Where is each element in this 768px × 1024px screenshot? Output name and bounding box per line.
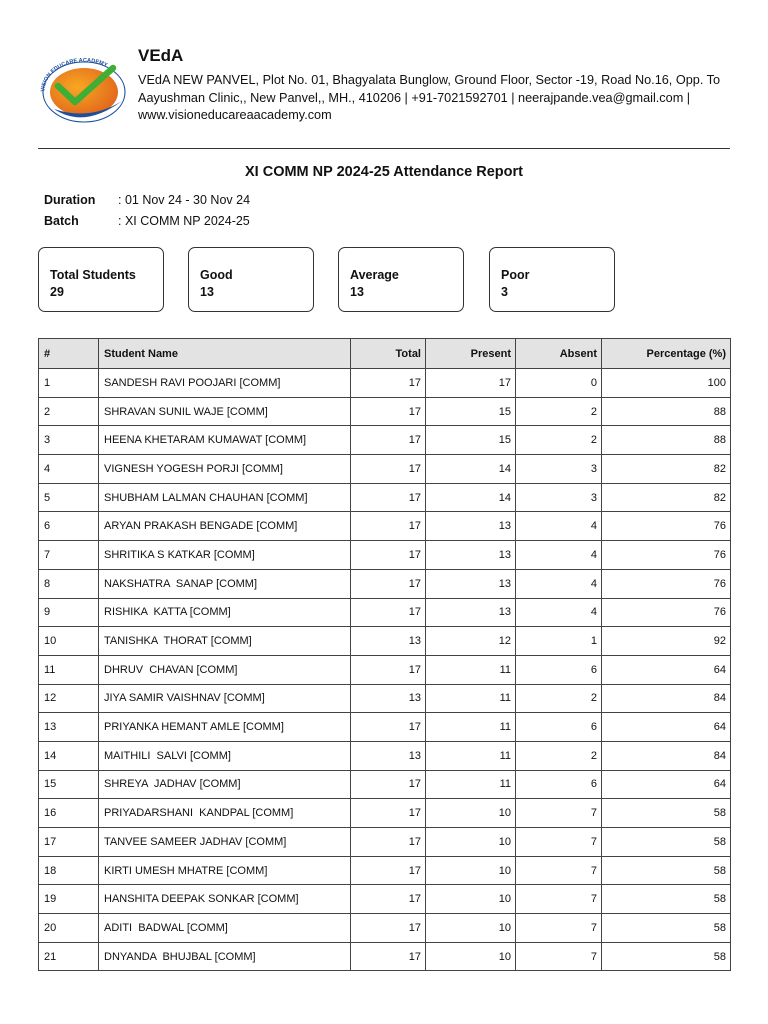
cell-present: 13 (426, 541, 516, 570)
attendance-table (38, 338, 731, 971)
cell-present: 12 (426, 627, 516, 656)
org-name: VEdA (138, 46, 184, 65)
cell-present: 10 (426, 914, 516, 943)
cell-present: 13 (426, 569, 516, 598)
cell-present: 11 (426, 741, 516, 770)
cell-present: 13 (426, 598, 516, 627)
cell-percentage: 76 (602, 512, 731, 541)
col-header-present: Present (426, 339, 516, 369)
cell-student-name: TANVEE SAMEER JADHAV [COMM] (99, 828, 351, 857)
table-header (39, 339, 731, 369)
cell-absent: 6 (516, 770, 602, 799)
cell-percentage: 64 (602, 770, 731, 799)
cell-index: 1 (39, 369, 99, 398)
cell-present: 15 (426, 426, 516, 455)
table-row (39, 569, 731, 598)
cell-percentage: 84 (602, 741, 731, 770)
cell-percentage: 64 (602, 713, 731, 742)
cell-student-name: DNYANDA BHUJBAL [COMM] (99, 942, 351, 971)
cell-percentage: 100 (602, 369, 731, 398)
cell-student-name: HANSHITA DEEPAK SONKAR [COMM] (99, 885, 351, 914)
cell-percentage: 84 (602, 684, 731, 713)
cell-present: 11 (426, 655, 516, 684)
cell-student-name: DHRUV CHAVAN [COMM] (99, 655, 351, 684)
col-header-index: # (39, 339, 99, 369)
cell-total: 17 (351, 655, 426, 684)
header-divider (38, 148, 730, 149)
cell-index: 7 (39, 541, 99, 570)
cell-percentage: 76 (602, 541, 731, 570)
cell-percentage: 88 (602, 397, 731, 426)
cell-absent: 2 (516, 426, 602, 455)
cell-percentage: 76 (602, 598, 731, 627)
cell-present: 10 (426, 942, 516, 971)
cell-absent: 4 (516, 598, 602, 627)
table-row (39, 455, 731, 484)
cell-absent: 7 (516, 856, 602, 885)
cell-percentage: 88 (602, 426, 731, 455)
table-row (39, 369, 731, 398)
cell-present: 11 (426, 770, 516, 799)
table-row (39, 483, 731, 512)
cell-absent: 3 (516, 483, 602, 512)
cell-student-name: ADITI BADWAL [COMM] (99, 914, 351, 943)
summary-label: Good (200, 268, 233, 282)
table-row (39, 541, 731, 570)
cell-index: 16 (39, 799, 99, 828)
cell-index: 3 (39, 426, 99, 455)
cell-present: 13 (426, 512, 516, 541)
address-line: Aayushman Clinic,, New Panvel,, MH., 410206 | +91-7021592701 | neerajpande.vea@gmail.com | (138, 90, 691, 105)
cell-index: 5 (39, 483, 99, 512)
cell-total: 17 (351, 885, 426, 914)
cell-student-name: NAKSHATRA SANAP [COMM] (99, 569, 351, 598)
cell-total: 17 (351, 770, 426, 799)
cell-total: 17 (351, 598, 426, 627)
cell-percentage: 58 (602, 799, 731, 828)
address-line: VEdA NEW PANVEL, Plot No. 01, Bhagyalata Bunglow, Ground Floor, Sector -19, Road No.16, Opp. To (138, 73, 721, 87)
cell-student-name: HEENA KHETARAM KUMAWAT [COMM] (99, 426, 351, 455)
cell-student-name: SHUBHAM LALMAN CHAUHAN [COMM] (99, 483, 351, 512)
cell-percentage: 82 (602, 483, 731, 512)
table-row (39, 828, 731, 857)
meta-batch (44, 213, 250, 230)
cell-index: 2 (39, 397, 99, 426)
cell-index: 9 (39, 598, 99, 627)
cell-student-name: MAITHILI SALVI [COMM] (99, 741, 351, 770)
cell-absent: 6 (516, 713, 602, 742)
cell-percentage: 76 (602, 569, 731, 598)
cell-absent: 6 (516, 655, 602, 684)
cell-total: 17 (351, 569, 426, 598)
cell-total: 13 (351, 741, 426, 770)
cell-student-name: SANDESH RAVI POOJARI [COMM] (99, 369, 351, 398)
table-row (39, 627, 731, 656)
summary-card-good (188, 247, 314, 312)
cell-absent: 0 (516, 369, 602, 398)
cell-student-name: PRIYANKA HEMANT AMLE [COMM] (99, 713, 351, 742)
summary-value: 13 (200, 285, 214, 299)
table-row (39, 713, 731, 742)
cell-present: 10 (426, 828, 516, 857)
summary-value: 13 (350, 285, 364, 299)
cell-index: 20 (39, 914, 99, 943)
cell-index: 10 (39, 627, 99, 656)
cell-student-name: KIRTI UMESH MHATRE [COMM] (99, 856, 351, 885)
cell-present: 11 (426, 713, 516, 742)
table-row (39, 856, 731, 885)
cell-total: 17 (351, 914, 426, 943)
meta-value: : XI COMM NP 2024-25 (118, 214, 250, 228)
cell-absent: 4 (516, 569, 602, 598)
cell-index: 8 (39, 569, 99, 598)
cell-percentage: 58 (602, 885, 731, 914)
table-row (39, 598, 731, 627)
meta-duration (44, 192, 250, 209)
cell-present: 14 (426, 483, 516, 512)
cell-student-name: SHRITIKA S KATKAR [COMM] (99, 541, 351, 570)
meta-value: : 01 Nov 24 - 30 Nov 24 (118, 193, 251, 207)
cell-total: 17 (351, 541, 426, 570)
cell-absent: 7 (516, 828, 602, 857)
cell-index: 11 (39, 655, 99, 684)
table-row (39, 655, 731, 684)
header-row (39, 339, 731, 369)
cell-student-name: SHREYA JADHAV [COMM] (99, 770, 351, 799)
table-row (39, 684, 731, 713)
cell-total: 17 (351, 397, 426, 426)
cell-total: 17 (351, 828, 426, 857)
cell-present: 11 (426, 684, 516, 713)
cell-index: 21 (39, 942, 99, 971)
cell-total: 17 (351, 512, 426, 541)
cell-index: 18 (39, 856, 99, 885)
meta-label: Duration (44, 193, 96, 207)
cell-present: 14 (426, 455, 516, 484)
summary-value: 3 (501, 285, 508, 299)
cell-student-name: RISHIKA KATTA [COMM] (99, 598, 351, 627)
table-row (39, 770, 731, 799)
cell-total: 17 (351, 856, 426, 885)
cell-percentage: 64 (602, 655, 731, 684)
table-row (39, 426, 731, 455)
cell-absent: 1 (516, 627, 602, 656)
cell-student-name: VIGNESH YOGESH PORJI [COMM] (99, 455, 351, 484)
cell-present: 10 (426, 885, 516, 914)
cell-index: 6 (39, 512, 99, 541)
cell-absent: 2 (516, 741, 602, 770)
cell-student-name: SHRAVAN SUNIL WAJE [COMM] (99, 397, 351, 426)
cell-absent: 4 (516, 512, 602, 541)
cell-total: 17 (351, 426, 426, 455)
cell-total: 17 (351, 799, 426, 828)
cell-absent: 7 (516, 942, 602, 971)
cell-total: 13 (351, 627, 426, 656)
cell-present: 15 (426, 397, 516, 426)
cell-percentage: 58 (602, 942, 731, 971)
cell-percentage: 58 (602, 914, 731, 943)
summary-label: Total Students (50, 268, 136, 282)
cell-total: 17 (351, 455, 426, 484)
summary-card-average (338, 247, 464, 312)
cell-index: 13 (39, 713, 99, 742)
address-line: www.visioneducareaacademy.com (138, 108, 332, 122)
cell-student-name: TANISHKA THORAT [COMM] (99, 627, 351, 656)
cell-percentage: 58 (602, 828, 731, 857)
cell-total: 17 (351, 713, 426, 742)
table-row (39, 799, 731, 828)
cell-present: 17 (426, 369, 516, 398)
cell-student-name: PRIYADARSHANI KANDPAL [COMM] (99, 799, 351, 828)
col-header-absent: Absent (516, 339, 602, 369)
cell-total: 17 (351, 369, 426, 398)
cell-index: 12 (39, 684, 99, 713)
cell-total: 17 (351, 483, 426, 512)
report-title: XI COMM NP 2024-25 Attendance Report (245, 164, 523, 180)
cell-present: 10 (426, 799, 516, 828)
cell-student-name: ARYAN PRAKASH BENGADE [COMM] (99, 512, 351, 541)
cell-absent: 7 (516, 799, 602, 828)
cell-index: 14 (39, 741, 99, 770)
table-row (39, 914, 731, 943)
table-row (39, 397, 731, 426)
summary-card-poor (489, 247, 615, 312)
cell-absent: 7 (516, 914, 602, 943)
logo-lettering: VISION EDUCARE ACADEMY (40, 57, 109, 92)
summary-label: Poor (501, 268, 530, 282)
org-address (138, 72, 720, 125)
cell-absent: 7 (516, 885, 602, 914)
summary-label: Average (350, 268, 399, 282)
cell-index: 17 (39, 828, 99, 857)
cell-student-name: JIYA SAMIR VAISHNAV [COMM] (99, 684, 351, 713)
cell-total: 17 (351, 942, 426, 971)
table-row (39, 885, 731, 914)
cell-absent: 3 (516, 455, 602, 484)
table-row (39, 512, 731, 541)
col-header-percentage: Percentage (%) (602, 339, 731, 369)
cell-index: 19 (39, 885, 99, 914)
summary-card-total-students (38, 247, 164, 312)
cell-absent: 4 (516, 541, 602, 570)
cell-index: 4 (39, 455, 99, 484)
summary-value: 29 (50, 285, 64, 299)
cell-index: 15 (39, 770, 99, 799)
cell-total: 13 (351, 684, 426, 713)
cell-absent: 2 (516, 684, 602, 713)
col-header-total: Total (351, 339, 426, 369)
cell-absent: 2 (516, 397, 602, 426)
logo (40, 57, 128, 123)
cell-percentage: 92 (602, 627, 731, 656)
meta-label: Batch (44, 214, 79, 228)
table-body (39, 369, 731, 971)
table-row (39, 741, 731, 770)
col-header-student-name: Student Name (99, 339, 351, 369)
cell-percentage: 82 (602, 455, 731, 484)
cell-present: 10 (426, 856, 516, 885)
cell-percentage: 58 (602, 856, 731, 885)
table-row (39, 942, 731, 971)
